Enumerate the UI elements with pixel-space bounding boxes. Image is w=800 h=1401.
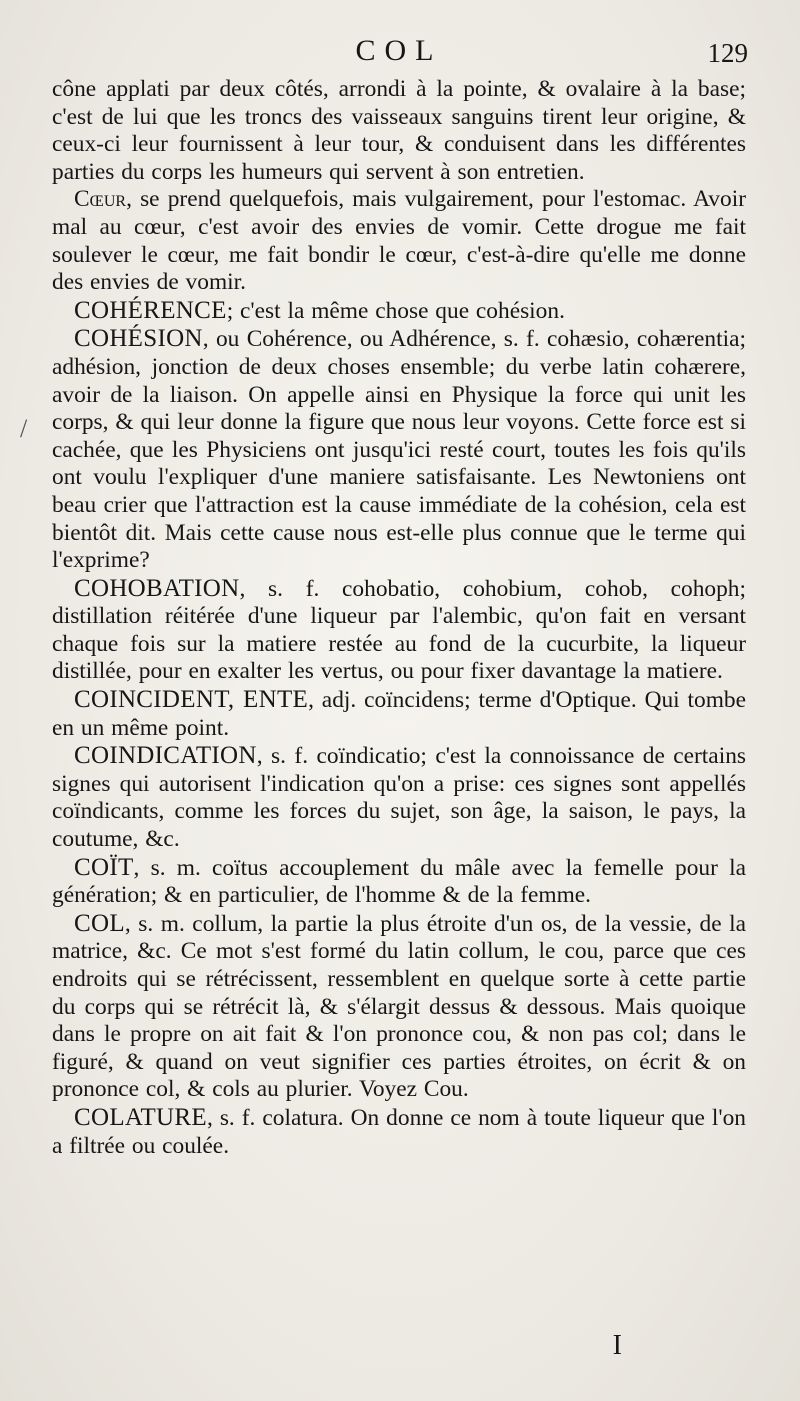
page-number: 129	[707, 38, 748, 68]
entry-headword: COINDICATION	[74, 742, 257, 770]
entry-cohesion	[52, 325, 746, 574]
entry-text: , ou Cohérence, ou Adhérence, s. f. cohæsio, cohærentia; adhésion, jonction de deux choses ensemble; du verbe latin cohærere, avoir de la liaison. On appelle ainsi en Physique la force qui unit les corps, & qui leur donne la figure que nous leur voyons. Cette force est si cachée, que les Physiciens ont jusqu'ici resté court, toutes les fois qu'ils ont voulu l'expliquer d'une maniere satisfaisante. Les Newtoniens ont beau crier que l'attraction est la cause immédiate de la cohésion, cela est bientôt dit. Mais cette cause nous est-elle plus connue que le terme qui l'exprime?	[52, 326, 746, 574]
entry-coherence	[52, 297, 746, 326]
entry-text: , s. f. cohobatio, cohobium, cohob, cohoph; distillation réitérée d'une liqueur par l'alembic, qu'on fait en versant chaque fois sur la matiere restée au fond de la cucurbite, la liqueur distillée, pour en exalter les vertus, ou pour fixer davantage la matiere.	[52, 575, 746, 685]
signature-mark: I	[612, 1330, 622, 1361]
entry-cohobation	[52, 575, 746, 686]
running-head	[52, 34, 746, 76]
entry-headword: Cœur	[74, 186, 127, 213]
entry-headword: COLATURE	[74, 1103, 207, 1131]
entry-text: , s. f. colatura. On donne ce nom à toute liqueur que l'on a filtrée ou coulée.	[52, 1104, 746, 1159]
entry-headword: COINCIDENT, ENTE	[74, 686, 309, 714]
entry-coincident	[52, 686, 746, 742]
entry-text: , s. f. coïndicatio; c'est la connoissance de certains signes qui autorisent l'indication qu'on a prise: ces signes sont appellés coïndicants, comme les forces du sujet, son âge, la saison, le pays, la coutume, &c.	[52, 743, 746, 853]
dictionary-body	[52, 76, 746, 1160]
entry-text: , s. m. coïtus accouplement du mâle avec la femelle pour la génération; & en particulier, de l'homme & de la femme.	[52, 854, 746, 909]
entry-coindication	[52, 742, 746, 853]
entry-text: , se prend quelquefois, mais vulgairement, pour l'estomac. Avoir mal au cœur, c'est avoir des envies de vomir. Cette drogue me fait soulever le cœur, me fait bondir le cœur, c'est-à-dire qu'elle me donne des envies de vomir.	[52, 186, 746, 296]
entry-col	[52, 910, 746, 1104]
entry-text: ; c'est la même chose que cohésion.	[226, 297, 565, 324]
entry-colature	[52, 1104, 746, 1160]
entry-headword: COL	[74, 909, 125, 937]
entry-text: cône applati par deux côtés, arrondi à la pointe, & ovalaire à la base; c'est de lui que les troncs des vaisseaux sanguins tirent leur origine, & ceux-ci leur fournissent à leur tour, & conduisent dans les différentes parties du corps les humeurs qui servent à son entretien.	[52, 76, 746, 185]
entry-text: , adj. coïncidens; terme d'Optique. Qui tombe en un même point.	[52, 687, 746, 741]
entry-coeur	[52, 186, 746, 296]
entry-text: , s. m. collum, la partie la plus étroite d'un os, de la vessie, de la matrice, &c. Ce mot s'est formé du latin collum, le cou, parce que ces endroits qui se rétrécissent, ressemblent en quelque sorte à cette partie du corps qui se rétrécit là, & s'élargit dessus & dessous. Mais quoique dans le propre on ait fait & l'on prononce cou, & non pas col; dans le figuré, & quand on veut signifier ces parties étroites, on écrit & on prononce col, & cols au plurier. Voyez Cou.	[52, 910, 746, 1103]
entry-headword: COHÉSION	[74, 325, 203, 353]
paragraph-continuation	[52, 76, 746, 186]
running-head-word: COL	[355, 34, 443, 67]
margin-mark: /	[20, 414, 28, 443]
entry-headword: COÏT	[74, 853, 134, 881]
entry-headword: COHOBATION	[74, 574, 240, 602]
entry-headword: COHÉRENCE	[74, 296, 227, 324]
entry-coit	[52, 854, 746, 910]
